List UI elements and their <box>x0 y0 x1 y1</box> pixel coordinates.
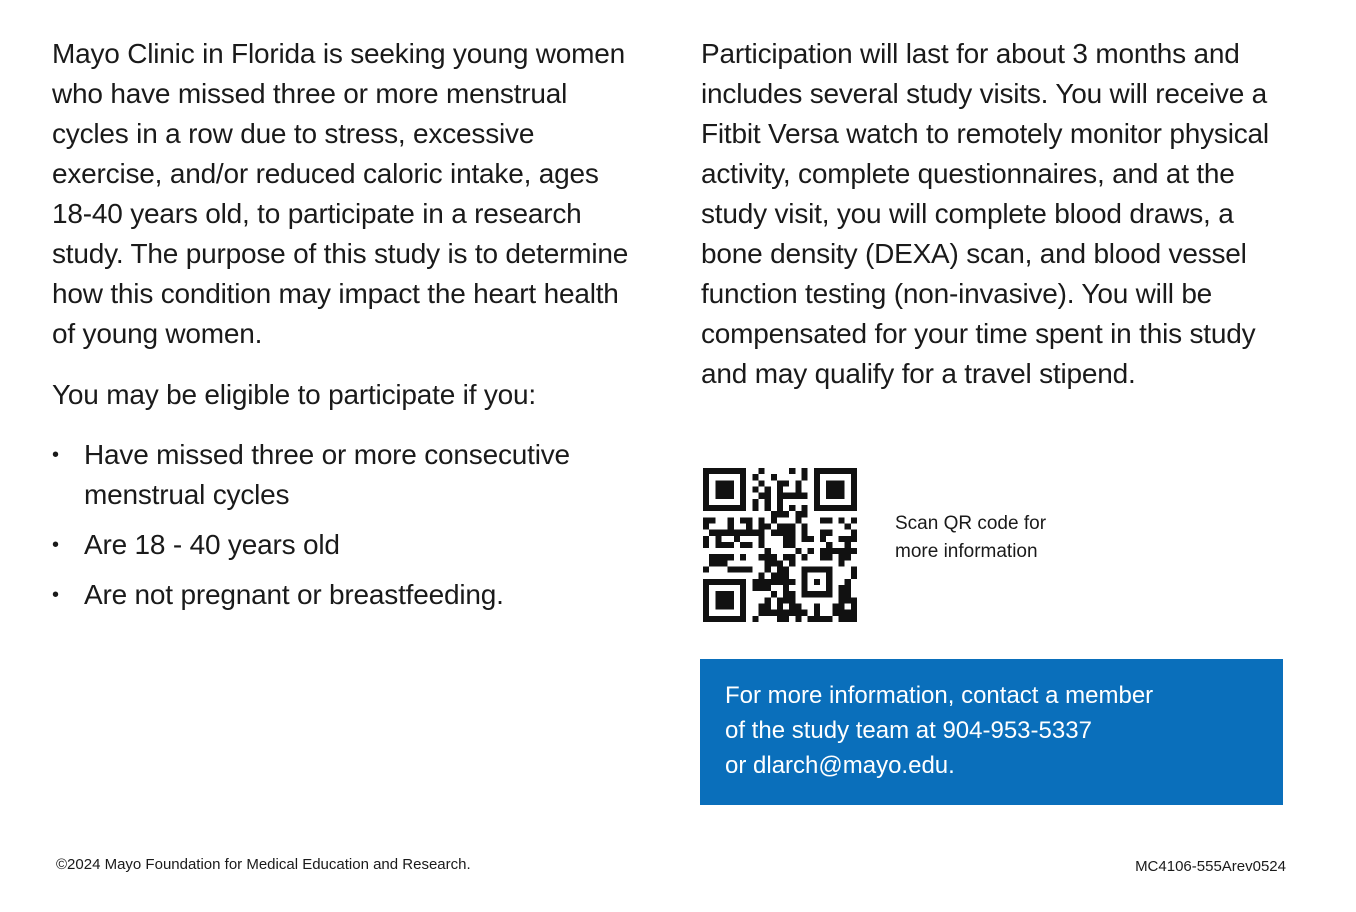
criteria-text: Have missed three or more consecutive menstrual cycles <box>84 439 570 510</box>
copyright-notice: ©2024 Mayo Foundation for Medical Education and Research. <box>56 856 471 873</box>
bullet-icon: • <box>52 534 59 556</box>
left-column <box>52 34 632 625</box>
qr-section <box>703 468 1046 622</box>
qr-code-icon[interactable] <box>703 468 857 622</box>
eligibility-heading: You may be eligible to participate if you: <box>52 379 536 410</box>
criteria-text: Are 18 - 40 years old <box>84 529 340 560</box>
qr-caption-line: more information <box>895 541 1038 562</box>
bullet-icon: • <box>52 584 59 606</box>
document-code: MC4106-555Arev0524 <box>1135 858 1286 875</box>
contact-line-phone[interactable]: of the study team at 904-953-5337 <box>725 717 1092 744</box>
qr-caption <box>895 510 1046 566</box>
intro-paragraph: Mayo Clinic in Florida is seeking young women who have missed three or more menstrual cycles in a row due to stress, excessive exercise, and/or reduced caloric intake, ages 18-40 years old, to participate in a research study. The purpose of this study is to determine how this condition may impact the heart health of young women. <box>52 38 629 349</box>
criteria-item <box>52 435 632 515</box>
contact-line-email[interactable]: or dlarch@mayo.edu. <box>725 752 955 779</box>
contact-line: For more information, contact a member <box>725 682 1154 709</box>
bullet-icon: • <box>52 444 59 466</box>
criteria-item <box>52 575 632 615</box>
qr-caption-line: Scan QR code for <box>895 513 1047 534</box>
right-column <box>701 34 1301 394</box>
criteria-item <box>52 525 632 565</box>
participation-paragraph: Participation will last for about 3 months and includes several study visits. You will receive a Fitbit Versa watch to remotely monitor physical activity, complete questionnaires, and at the study visit, you will complete blood draws, a bone density (DEXA) scan, and blood vessel function testing (non-invasive). You will be compensated for your time spent in this study and may qualify for a travel stipend. <box>701 38 1269 389</box>
contact-info-box <box>700 659 1283 805</box>
criteria-text: Are not pregnant or breastfeeding. <box>84 579 504 610</box>
eligibility-criteria-list <box>52 435 632 615</box>
